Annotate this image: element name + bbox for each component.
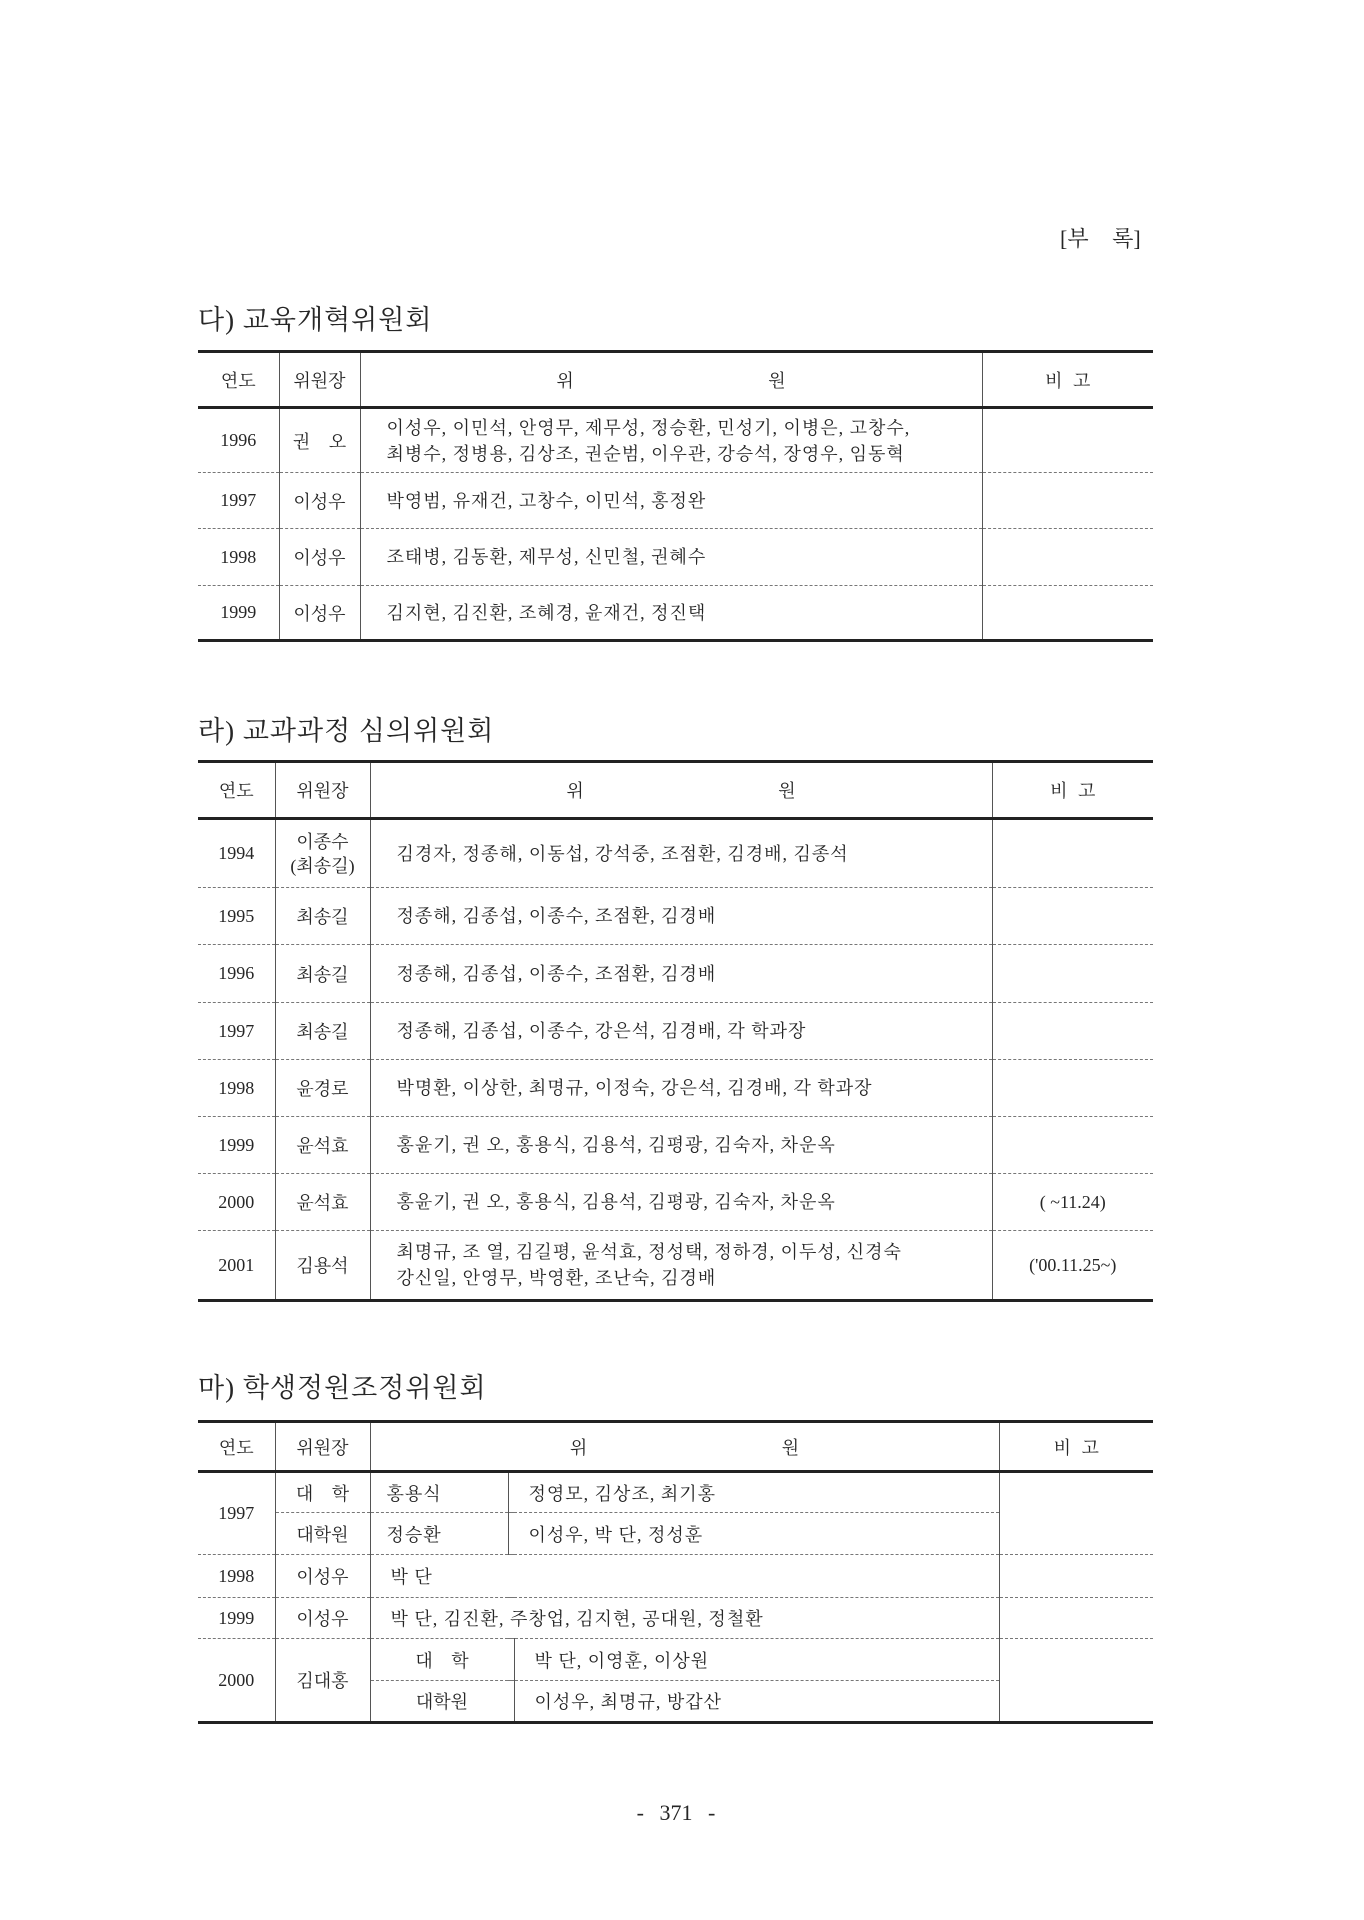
year-cell: 1998: [198, 529, 279, 586]
year-cell: 2001: [198, 1231, 275, 1301]
note-cell: [982, 586, 1153, 641]
note-cell: [992, 945, 1153, 1003]
members-line: 최병수, 정병용, 김상조, 권순범, 이우관, 강승석, 장영우, 임동혁: [386, 443, 905, 464]
table-row: [198, 945, 1153, 1003]
header-members: 위 원: [360, 352, 982, 408]
members-cell: [360, 473, 982, 529]
year-cell: 2000: [198, 1639, 275, 1723]
members-cell: [370, 1117, 992, 1174]
chair-cell: 윤석효: [275, 1174, 370, 1231]
year-cell: 1996: [198, 945, 275, 1003]
note-cell: [982, 408, 1153, 473]
division-cell: 대학원: [275, 1513, 370, 1555]
header-chair: 위원장: [279, 352, 360, 408]
table-row: [198, 819, 1153, 888]
members-cell: [370, 945, 992, 1003]
table-row: [198, 1472, 1153, 1513]
chair-cell: 최송길: [275, 945, 370, 1003]
chair-cell: 이성우: [279, 473, 360, 529]
chair-cell: 윤경로: [275, 1060, 370, 1117]
note-cell: ('00.11.25~): [992, 1231, 1153, 1301]
chair-cell: 윤석효: [275, 1117, 370, 1174]
year-cell: 1999: [198, 1117, 275, 1174]
members-cell: [360, 586, 982, 641]
year-cell: 1998: [198, 1060, 275, 1117]
note-cell: [992, 1060, 1153, 1117]
members-line: 박명환, 이상한, 최명규, 이정숙, 강은석, 김경배, 각 학과장: [396, 1078, 873, 1098]
chair-cell: 이성우: [279, 529, 360, 586]
chair-cell: 김용석: [275, 1231, 370, 1301]
chair-cell: 홍용식: [370, 1472, 508, 1513]
members-line: 강신일, 안영무, 박영환, 조난숙, 김경배: [396, 1268, 717, 1288]
division-cell: 대학원: [370, 1681, 514, 1723]
table-header-row: [198, 1422, 1153, 1472]
members-cell: 이성우, 최명규, 방갑산: [514, 1681, 999, 1723]
note-cell: [982, 473, 1153, 529]
curriculum-committee-table: [198, 760, 1153, 1302]
members-line: 정종해, 김종섭, 이종수, 조점환, 김경배: [396, 906, 717, 926]
chair-cell: 이성우: [275, 1555, 370, 1598]
section-title-education-reform: 다) 교육개혁위원회: [198, 305, 433, 335]
members-cell: [370, 1174, 992, 1231]
note-cell: [982, 529, 1153, 586]
note-cell: [999, 1598, 1153, 1639]
table-row: [198, 888, 1153, 945]
chair-cell: 이성우: [275, 1598, 370, 1639]
table-row: [198, 1003, 1153, 1060]
members-line: 정종해, 김종섭, 이종수, 조점환, 김경배: [396, 963, 717, 984]
members-cell: [370, 819, 992, 888]
table-row: [198, 1639, 1153, 1681]
year-cell: 1999: [198, 586, 279, 641]
members-cell: [360, 408, 982, 473]
chair-name: 이종수: [296, 831, 349, 852]
year-cell: 1995: [198, 888, 275, 945]
table-row: [198, 1231, 1153, 1301]
year-cell: 1997: [198, 1003, 275, 1060]
header-note: 비 고: [999, 1422, 1153, 1472]
note-cell: [992, 888, 1153, 945]
members-cell: [370, 1231, 992, 1301]
table-row: [198, 1060, 1153, 1117]
chair-cell: 이성우: [279, 586, 360, 641]
section-title-enrollment: 마) 학생정원조정위원회: [198, 1373, 487, 1403]
chair-cell: 김대홍: [275, 1639, 370, 1723]
members-line: 정종해, 김종섭, 이종수, 강은석, 김경배, 각 학과장: [396, 1021, 807, 1041]
year-cell: 1994: [198, 819, 275, 888]
members-cell: 정영모, 김상조, 최기홍: [508, 1472, 999, 1513]
appendix-label: [부 록]: [1060, 226, 1141, 251]
header-note: 비 고: [982, 352, 1153, 408]
header-members: 위 원: [370, 762, 992, 819]
chair-cell: 최송길: [275, 1003, 370, 1060]
year-cell: 1997: [198, 473, 279, 529]
chair-cell: 권 오: [279, 408, 360, 473]
table-row: [198, 1598, 1153, 1639]
members-line: 박영범, 유재건, 고창수, 이민석, 홍정완: [386, 490, 707, 511]
members-line: 이성우, 이민석, 안영무, 제무성, 정승환, 민성기, 이병은, 고창수,: [386, 417, 911, 438]
members-cell: [360, 529, 982, 586]
table-row: [198, 1555, 1153, 1598]
members-cell: 박 단, 김진환, 주창업, 김지현, 공대원, 정철환: [370, 1598, 999, 1639]
chair-cell: 정승환: [370, 1513, 508, 1555]
year-cell: 1997: [198, 1472, 275, 1555]
header-year: 연도: [198, 1422, 275, 1472]
chair-cell: 최송길: [275, 888, 370, 945]
members-cell: 박 단, 이영훈, 이상원: [514, 1639, 999, 1681]
note-cell: [992, 1117, 1153, 1174]
year-cell: 1998: [198, 1555, 275, 1598]
table-row: [198, 473, 1153, 529]
members-cell: 이성우, 박 단, 정성훈: [508, 1513, 999, 1555]
members-line: 김지현, 김진환, 조혜경, 윤재건, 정진택: [386, 602, 707, 623]
note-cell: [999, 1639, 1153, 1723]
note-cell: [992, 1003, 1153, 1060]
note-cell: [999, 1472, 1153, 1555]
year-cell: 1999: [198, 1598, 275, 1639]
division-cell: 대 학: [370, 1639, 514, 1681]
note-cell: [999, 1555, 1153, 1598]
chair-cell: [275, 819, 370, 888]
header-members: 위 원: [370, 1422, 999, 1472]
members-cell: [370, 1003, 992, 1060]
note-cell: ( ~11.24): [992, 1174, 1153, 1231]
division-cell: 대 학: [275, 1472, 370, 1513]
table-row: [198, 408, 1153, 473]
members-line: 홍윤기, 권 오, 홍용식, 김용석, 김평광, 김숙자, 차운옥: [396, 1192, 836, 1212]
year-cell: 1996: [198, 408, 279, 473]
header-note: 비 고: [992, 762, 1153, 819]
year-cell: 2000: [198, 1174, 275, 1231]
note-cell: [992, 819, 1153, 888]
header-chair: 위원장: [275, 762, 370, 819]
table-row: [198, 1174, 1153, 1231]
members-line: 김경자, 정종해, 이동섭, 강석중, 조점환, 김경배, 김종석: [396, 843, 849, 864]
page-number: - 371 -: [636, 1800, 716, 1825]
members-line: 최명규, 조 열, 김길평, 윤석효, 정성택, 정하경, 이두성, 신경숙: [396, 1242, 902, 1262]
table-header-row: [198, 352, 1153, 408]
table-row: [198, 586, 1153, 641]
members-cell: [370, 1060, 992, 1117]
members-line: 조태병, 김동환, 제무성, 신민철, 권혜수: [386, 547, 707, 567]
enrollment-committee-table: [198, 1420, 1153, 1724]
members-cell: 박 단: [370, 1555, 999, 1598]
section-title-curriculum: 라) 교과과정 심의위원회: [198, 716, 495, 746]
table-header-row: [198, 762, 1153, 819]
members-cell: [370, 888, 992, 945]
header-year: 연도: [198, 352, 279, 408]
table-row: [198, 1117, 1153, 1174]
header-year: 연도: [198, 762, 275, 819]
header-chair: 위원장: [275, 1422, 370, 1472]
table-row: [198, 529, 1153, 586]
chair-alternate: (최송길): [290, 855, 355, 876]
education-reform-committee-table: [198, 350, 1153, 642]
members-line: 홍윤기, 권 오, 홍용식, 김용석, 김평광, 김숙자, 차운옥: [396, 1135, 836, 1155]
